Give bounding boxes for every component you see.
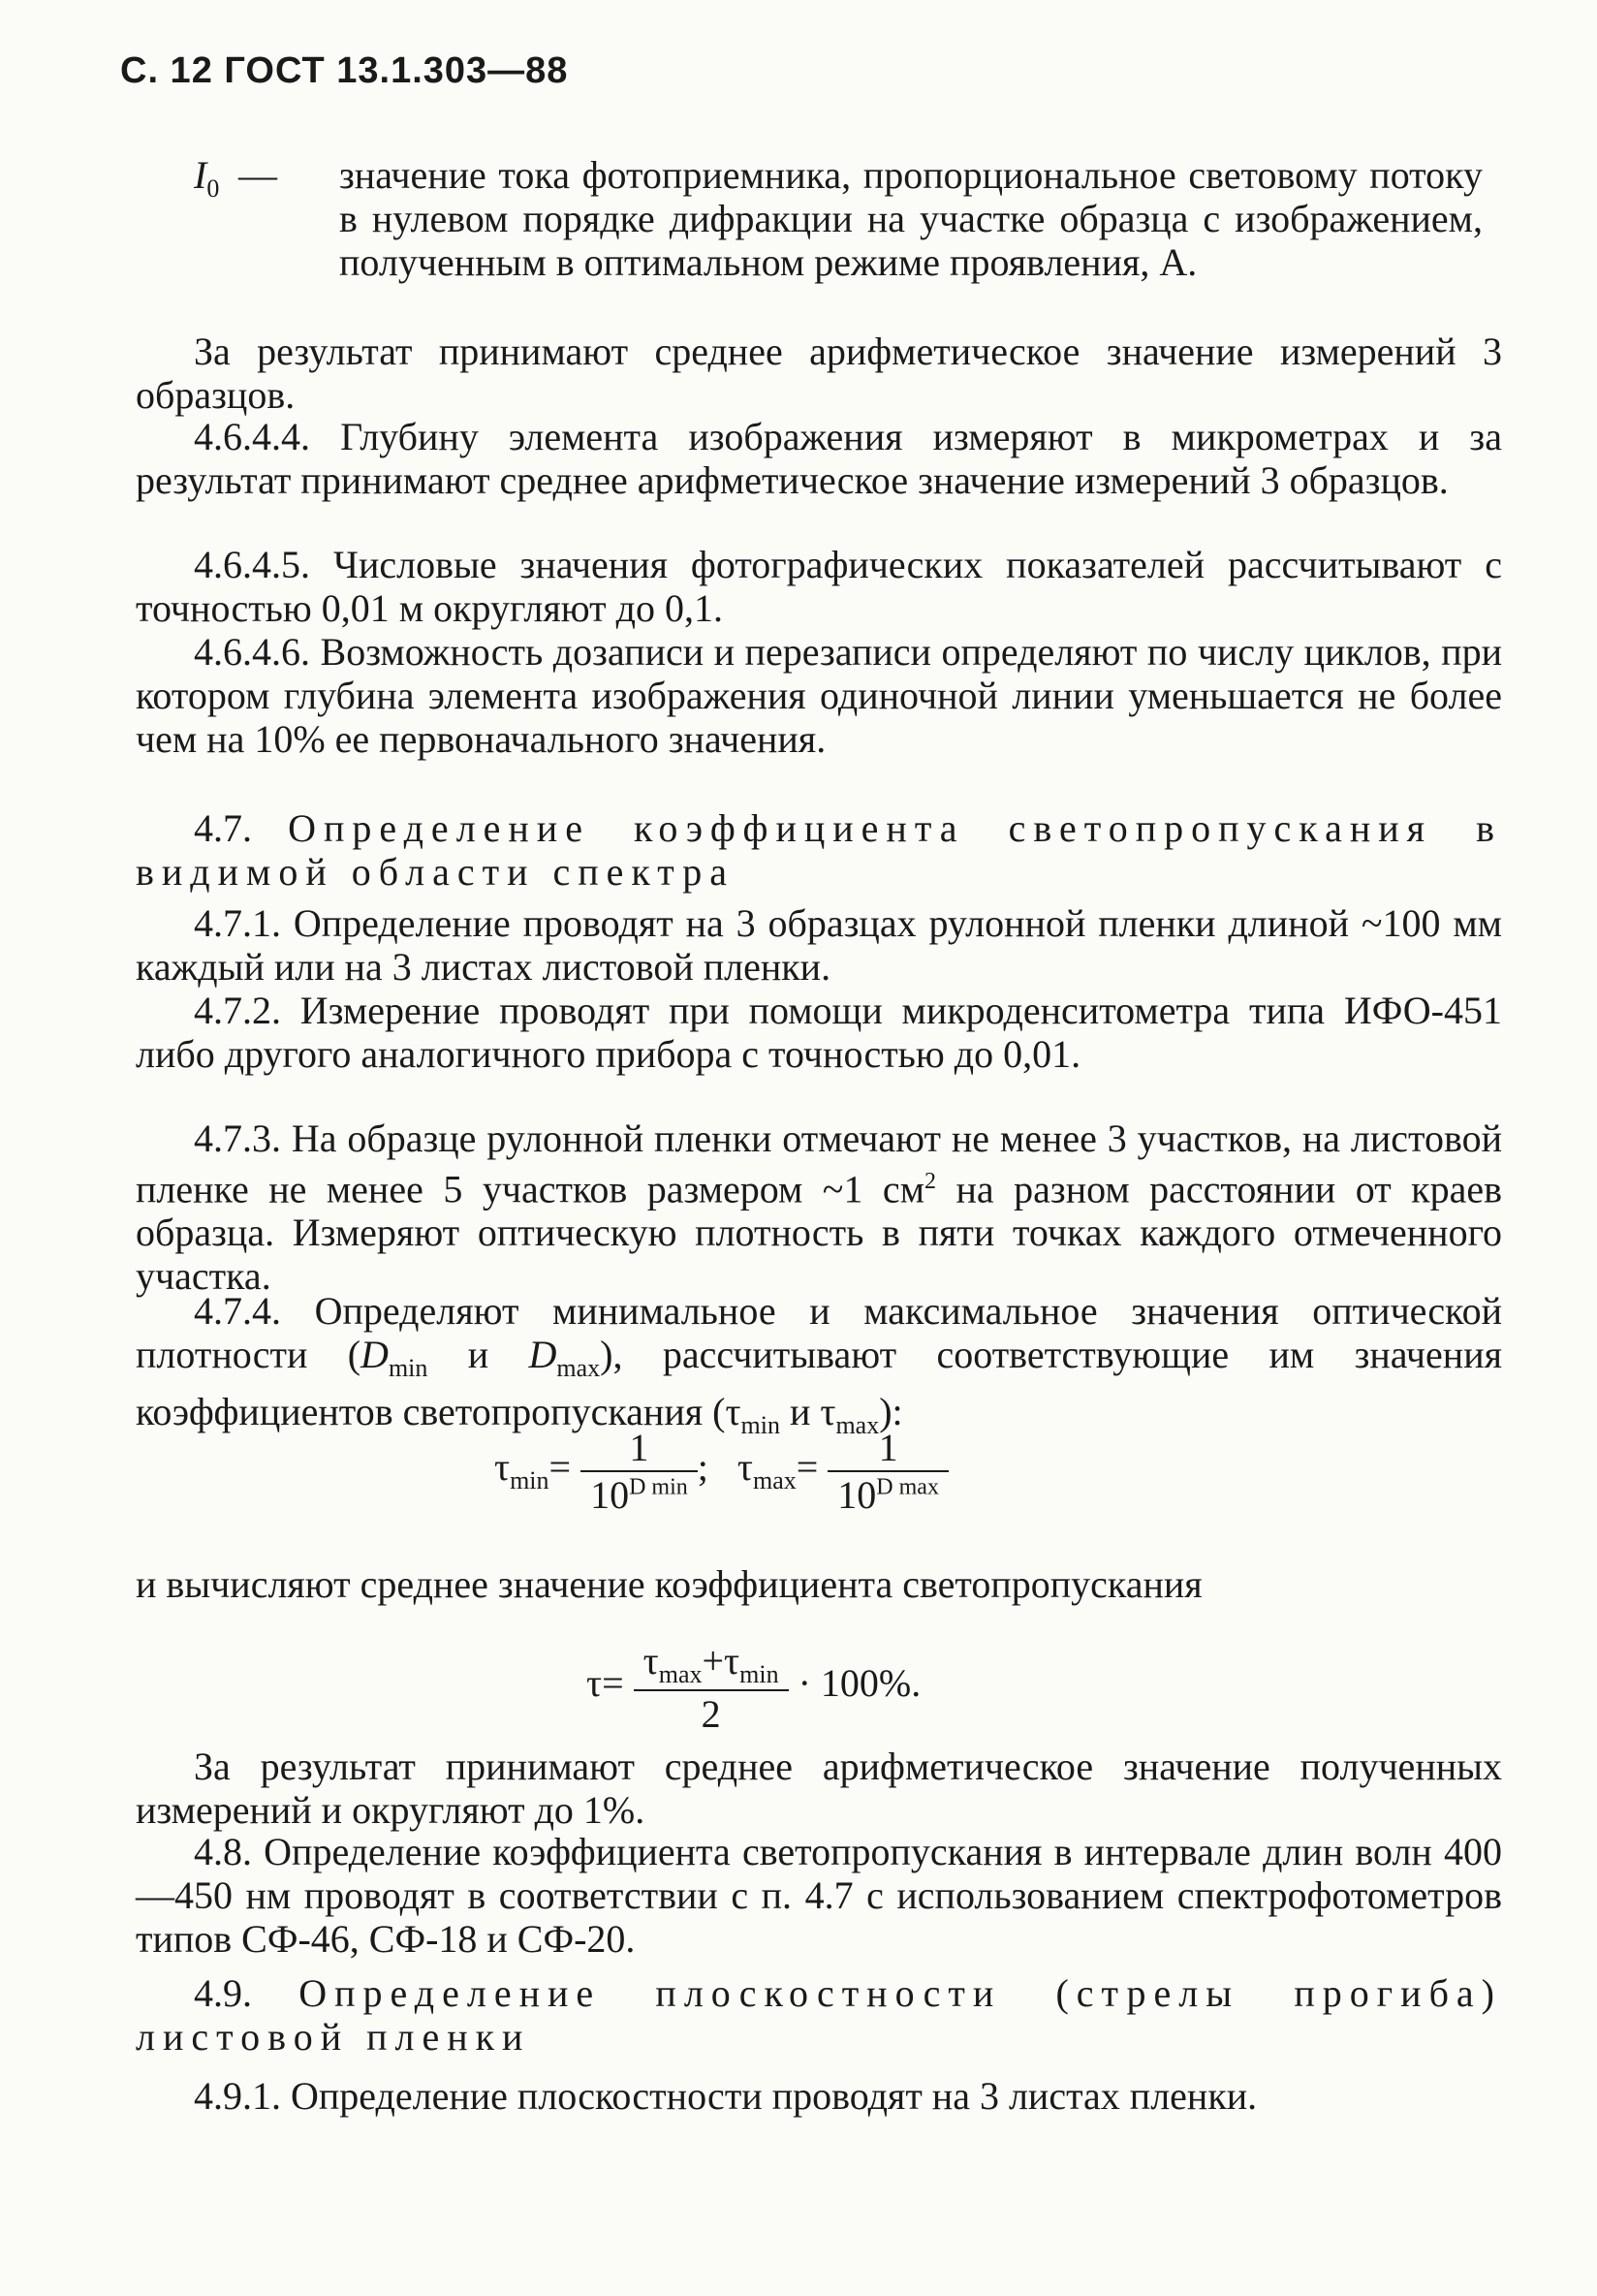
paragraph-4-9-1: 4.9.1. Определение плоскостности проводят на 3 листах пленки.	[194, 2074, 1258, 2118]
paragraph-result-2: За результат принимают среднее арифметическое значение полученных измерений и округляют до 1%.	[136, 1745, 1502, 1832]
definition-text: значение тока фотоприемника, пропорциональное световому потоку в нулевом порядке дифракции на участке образца с изображением, полученным в оптимальном режиме проявления, А.	[339, 153, 1483, 284]
paragraph-calc-mean: и вычисляют среднее значение коэффициента светопропускания	[136, 1562, 1203, 1606]
heading-number: 4.9.	[194, 1971, 252, 2015]
paragraph-result-1: За результат принимают среднее арифметическое значение измерений 3 образцов.	[136, 330, 1502, 417]
formula-tau-mean: τ= $\frac{\tau_{max}+\tau_{min}}{2}$ · 100%.	[586, 1639, 922, 1736]
fraction-tau-min: $\frac{1}{10^{D min}}$	[580, 1425, 698, 1518]
formula-tau-min-max: $\tau_{min}=$ $\frac{1}{10^{D min}}$ ; $\tau_{max}=$ $\frac{1}{10^{D max}}$	[494, 1425, 949, 1518]
paragraph-4-7-3: 4.7.3. На образце рулонной пленки отмечают не менее 3 участков, на листовой пленке не менее 5 участков размером ~1 $см^2$ на разном расстоянии от краев образца. Измеряют оптическую плотность в пяти точках каждого отмеченного участка.	[136, 1117, 1502, 1299]
heading-4-9	[136, 1971, 1502, 2059]
paragraph-4-7-2: 4.7.2. Измерение проводят при помощи микроденситометра типа ИФО-451 либо другого аналогичного прибора с точностью до 0,01.	[136, 989, 1502, 1076]
paragraph-4-6-4-4: 4.6.4.4. Глубину элемента изображения измеряют в микрометрах и за результат принимают среднее арифметическое значение измерений 3 образцов.	[136, 415, 1502, 502]
paragraph-4-7-1: 4.7.1. Определение проводят на 3 образцах рулонной пленки длиной ~100 мм каждый или на 3 листах листовой пленки.	[136, 901, 1502, 989]
paragraph-4-8: 4.8. Определение коэффициента светопропускания в интервале длин волн 400—450 нм проводят в соответствии с п. 4.7 с использованием спектрофотометров типов СФ-46, СФ-18 и СФ-20.	[136, 1830, 1502, 1961]
heading-text: Определение плоскостности (стрелы прогиба) листовой пленки	[136, 1971, 1503, 2059]
paragraph-4-6-4-6: 4.6.4.6. Возможность дозаписи и перезаписи определяют по числу циклов, при котором глубина элемента изображения одиночной линии уменьшается не более чем на 10% ее первоначального значения.	[136, 630, 1502, 761]
page-header: С. 12 ГОСТ 13.1.303—88	[120, 50, 569, 91]
definition-dash: —	[238, 153, 277, 197]
paragraph-4-6-4-5: 4.6.4.5. Числовые значения фотографических показателей рассчитывают с точностью 0,01 м округляют до 0,1.	[136, 543, 1502, 630]
fraction-tau-max: $\frac{1}{10^{D max}}$	[828, 1425, 949, 1518]
definition-i0	[194, 153, 1483, 284]
fraction-tau-mean: $\frac{\tau_{max}+\tau_{min}}{2}$	[634, 1638, 789, 1737]
heading-4-7	[136, 806, 1502, 894]
heading-text: Определение коэффициента светопропускания в видимой области спектра	[136, 806, 1503, 894]
paragraph-4-7-4: 4.7.4. Определяют минимальное и максимальное значения оптической плотности ($D_{min}$ и $D_{max}$), рассчитывают соответствующие им значения коэффициентов светопропускания ($\tau_{min}$ и $\tau_{max}$):	[136, 1289, 1503, 1439]
heading-number: 4.7.	[194, 806, 252, 850]
definition-symbol: $I_0$	[194, 153, 220, 203]
